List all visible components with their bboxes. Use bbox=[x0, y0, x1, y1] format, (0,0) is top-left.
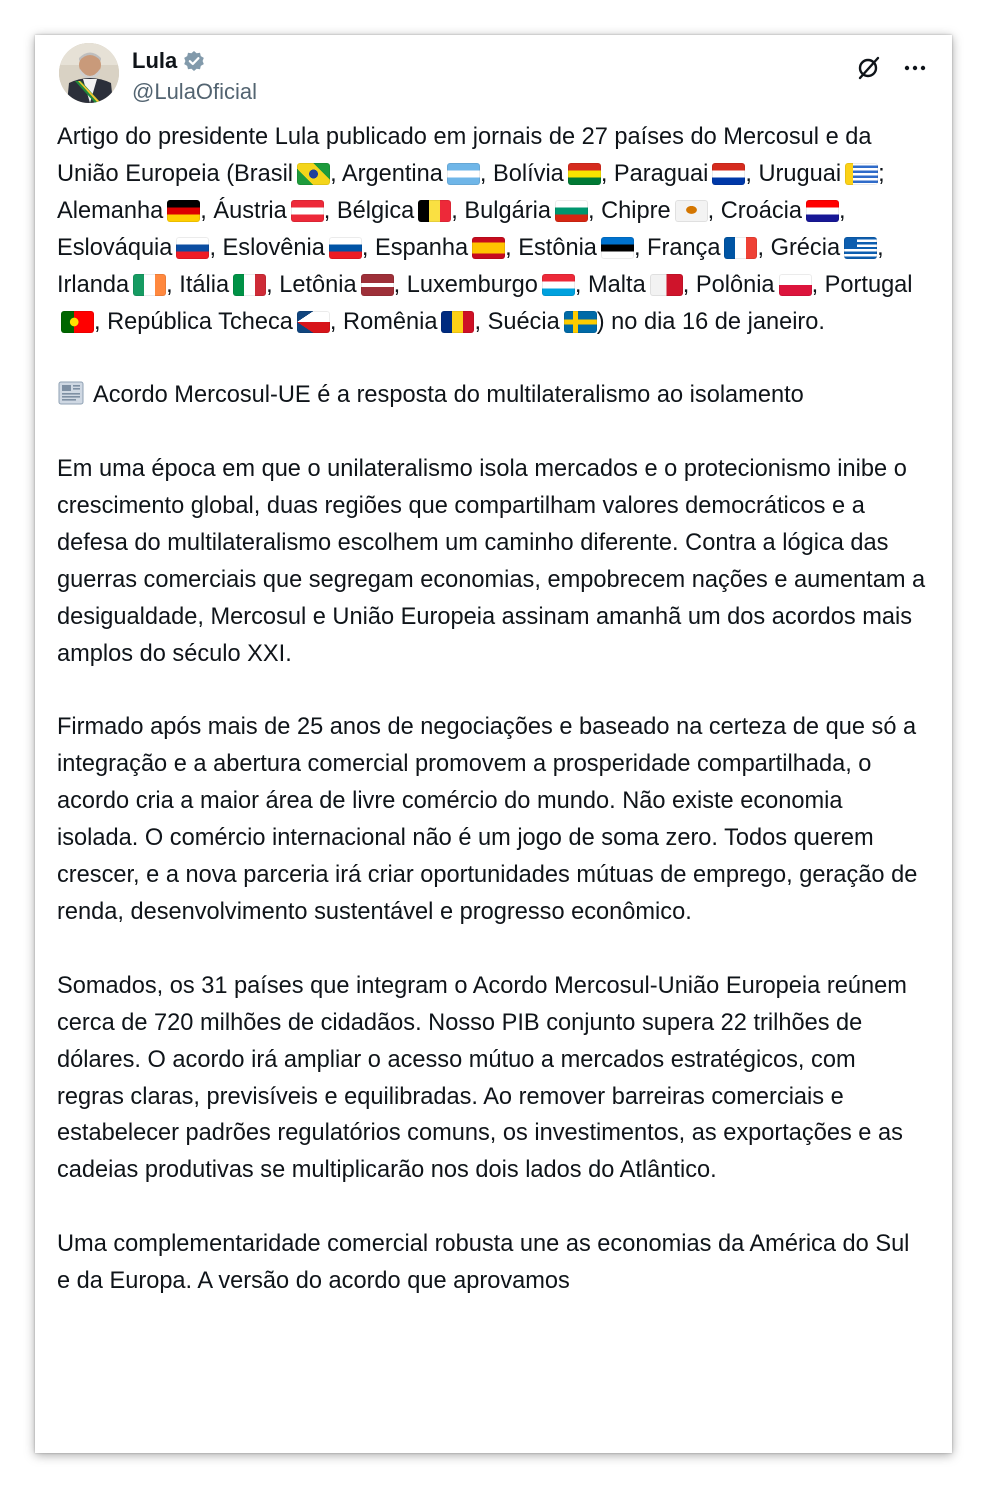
flag-tcheca-icon bbox=[297, 311, 330, 333]
flag-austria-icon bbox=[291, 200, 324, 222]
spacer bbox=[57, 340, 929, 377]
intro-text: , Argentina bbox=[330, 160, 443, 187]
author-name[interactable]: Lula bbox=[132, 48, 178, 73]
flag-argentina-icon bbox=[447, 163, 480, 185]
intro-text: , Suécia bbox=[474, 308, 560, 335]
intro-text: , Croácia bbox=[707, 197, 803, 224]
flag-eslovenia-icon bbox=[329, 237, 362, 259]
flag-bolivia-icon bbox=[568, 163, 601, 185]
flag-eslovaquia-icon bbox=[176, 237, 209, 259]
intro-text: , Polônia bbox=[682, 271, 775, 298]
intro-paragraph bbox=[57, 119, 929, 340]
intro-text: , Chipre bbox=[587, 197, 671, 224]
flag-polonia-icon bbox=[779, 274, 812, 296]
intro-text: , Letônia bbox=[266, 271, 357, 298]
intro-text: , França bbox=[633, 234, 721, 261]
newspaper-icon bbox=[57, 378, 87, 408]
intro-text: , Portugal bbox=[811, 271, 913, 298]
intro-text: , República Tcheca bbox=[94, 308, 293, 335]
intro-text: , Romênia bbox=[329, 308, 438, 335]
tweet-header bbox=[59, 43, 928, 109]
flag-romenia-icon bbox=[441, 311, 474, 333]
flag-brasil-icon bbox=[297, 163, 330, 185]
flag-malta-icon bbox=[650, 274, 683, 296]
spacer bbox=[57, 931, 929, 968]
flag-suecia-icon bbox=[564, 311, 597, 333]
verified-badge-icon bbox=[183, 50, 205, 72]
flag-paraguai-icon bbox=[712, 163, 745, 185]
avatar-image bbox=[59, 43, 119, 103]
intro-text: , Espanha bbox=[361, 234, 469, 261]
flag-chipre-icon bbox=[675, 200, 708, 222]
paragraph-2: Firmado após mais de 25 anos de negociações e baseado na certeza de que só a integração e a abertura comercial promovem a prosperidade compartilhada, o acordo cria a maior área de livre comércio do mundo. Não existe economia isolada. O comércio internacional não é um jogo de soma zero. Todos querem crescer, e a nova parceria irá criar oportunidades mútuas de emprego, geração de renda, desenvolvimento sustentável e progresso econômico. bbox=[57, 714, 918, 925]
intro-text: , Irlanda bbox=[57, 234, 884, 298]
intro-text: ) no dia 16 de janeiro. bbox=[596, 308, 825, 335]
intro-text: , Grécia bbox=[757, 234, 841, 261]
flag-espanha-icon bbox=[472, 237, 505, 259]
author-name-row bbox=[132, 47, 205, 75]
intro-text: , Luxemburgo bbox=[393, 271, 538, 298]
flag-luxemburgo-icon bbox=[542, 274, 575, 296]
flag-estonia-icon bbox=[601, 237, 634, 259]
flag-croacia-icon bbox=[806, 200, 839, 222]
intro-text: , Bélgica bbox=[323, 197, 415, 224]
spacer bbox=[57, 414, 929, 451]
flag-italia-icon bbox=[233, 274, 266, 296]
intro-text: , Áustria bbox=[200, 197, 287, 224]
intro-text: , Paraguai bbox=[600, 160, 709, 187]
author-handle[interactable]: @LulaOficial bbox=[132, 79, 258, 104]
intro-text: , Itália bbox=[166, 271, 230, 298]
intro-text: , Malta bbox=[574, 271, 646, 298]
intro-text: , Bulgária bbox=[451, 197, 551, 224]
intro-text: , Bolívia bbox=[479, 160, 564, 187]
flag-portugal-icon bbox=[61, 311, 94, 333]
tweet-text bbox=[57, 119, 929, 1300]
intro-text: ; Alemanha bbox=[57, 160, 885, 224]
flag-alemanha-icon bbox=[167, 200, 200, 222]
grok-icon[interactable] bbox=[856, 55, 882, 81]
flag-franca-icon bbox=[724, 237, 757, 259]
avatar[interactable] bbox=[59, 43, 119, 103]
spacer bbox=[57, 673, 929, 710]
spacer bbox=[57, 1189, 929, 1226]
intro-text: Artigo do presidente Lula publicado em jornais de 27 países do Mercosul e da União Europeia (Brasil bbox=[57, 124, 872, 187]
flag-irlanda-icon bbox=[133, 274, 166, 296]
paragraph-1: Em uma época em que o unilateralismo isola mercados e o protecionismo inibe o crescimento global, duas regiões que compartilham valores democráticos e a defesa do multilateralismo escolhem um caminho diferente. Contra a lógica das guerras comerciais que segregam economias, empobrecem nações e aumentam a desigualdade, Mercosul e União Europeia assinam amanhã um dos acordos mais amplos do século XXI. bbox=[57, 456, 926, 667]
more-icon[interactable] bbox=[902, 55, 928, 81]
paragraph-3: Somados, os 31 países que integram o Acordo Mercosul-União Europeia reúnem cerca de 720 milhões de cidadãos. Nosso PIB conjunto supera 22 trilhões de dólares. O acordo irá ampliar o acesso mútuo a mercados estratégicos, com regras claras, previsíveis e equilibradas. Ao remover barreiras comerciais e estabelecer padrões regulatórios comuns, os investimentos, as exportações e as cadeias produtivas se multiplicarão nos dois lados do Atlântico. bbox=[57, 972, 907, 1184]
flag-belgica-icon bbox=[418, 200, 451, 222]
intro-text: , Eslovênia bbox=[209, 234, 325, 261]
flag-bulgaria-icon bbox=[555, 200, 588, 222]
headline-text: Acordo Mercosul-UE é a resposta do multilateralismo ao isolamento bbox=[93, 382, 804, 409]
intro-text: , Uruguai bbox=[745, 160, 842, 187]
headline-paragraph bbox=[57, 377, 929, 414]
flag-grecia-icon bbox=[844, 237, 877, 259]
intro-text: , Eslováquia bbox=[57, 197, 846, 261]
tweet-card bbox=[35, 35, 952, 1453]
paragraph-4: Uma complementaridade comercial robusta une as economias da América do Sul e da Europa. A versão do acordo que aprovamos bbox=[57, 1231, 910, 1295]
flag-letonia-icon bbox=[361, 274, 394, 296]
intro-text: , Estônia bbox=[505, 234, 597, 261]
flag-uruguai-icon bbox=[845, 163, 878, 185]
header-actions bbox=[856, 55, 928, 81]
